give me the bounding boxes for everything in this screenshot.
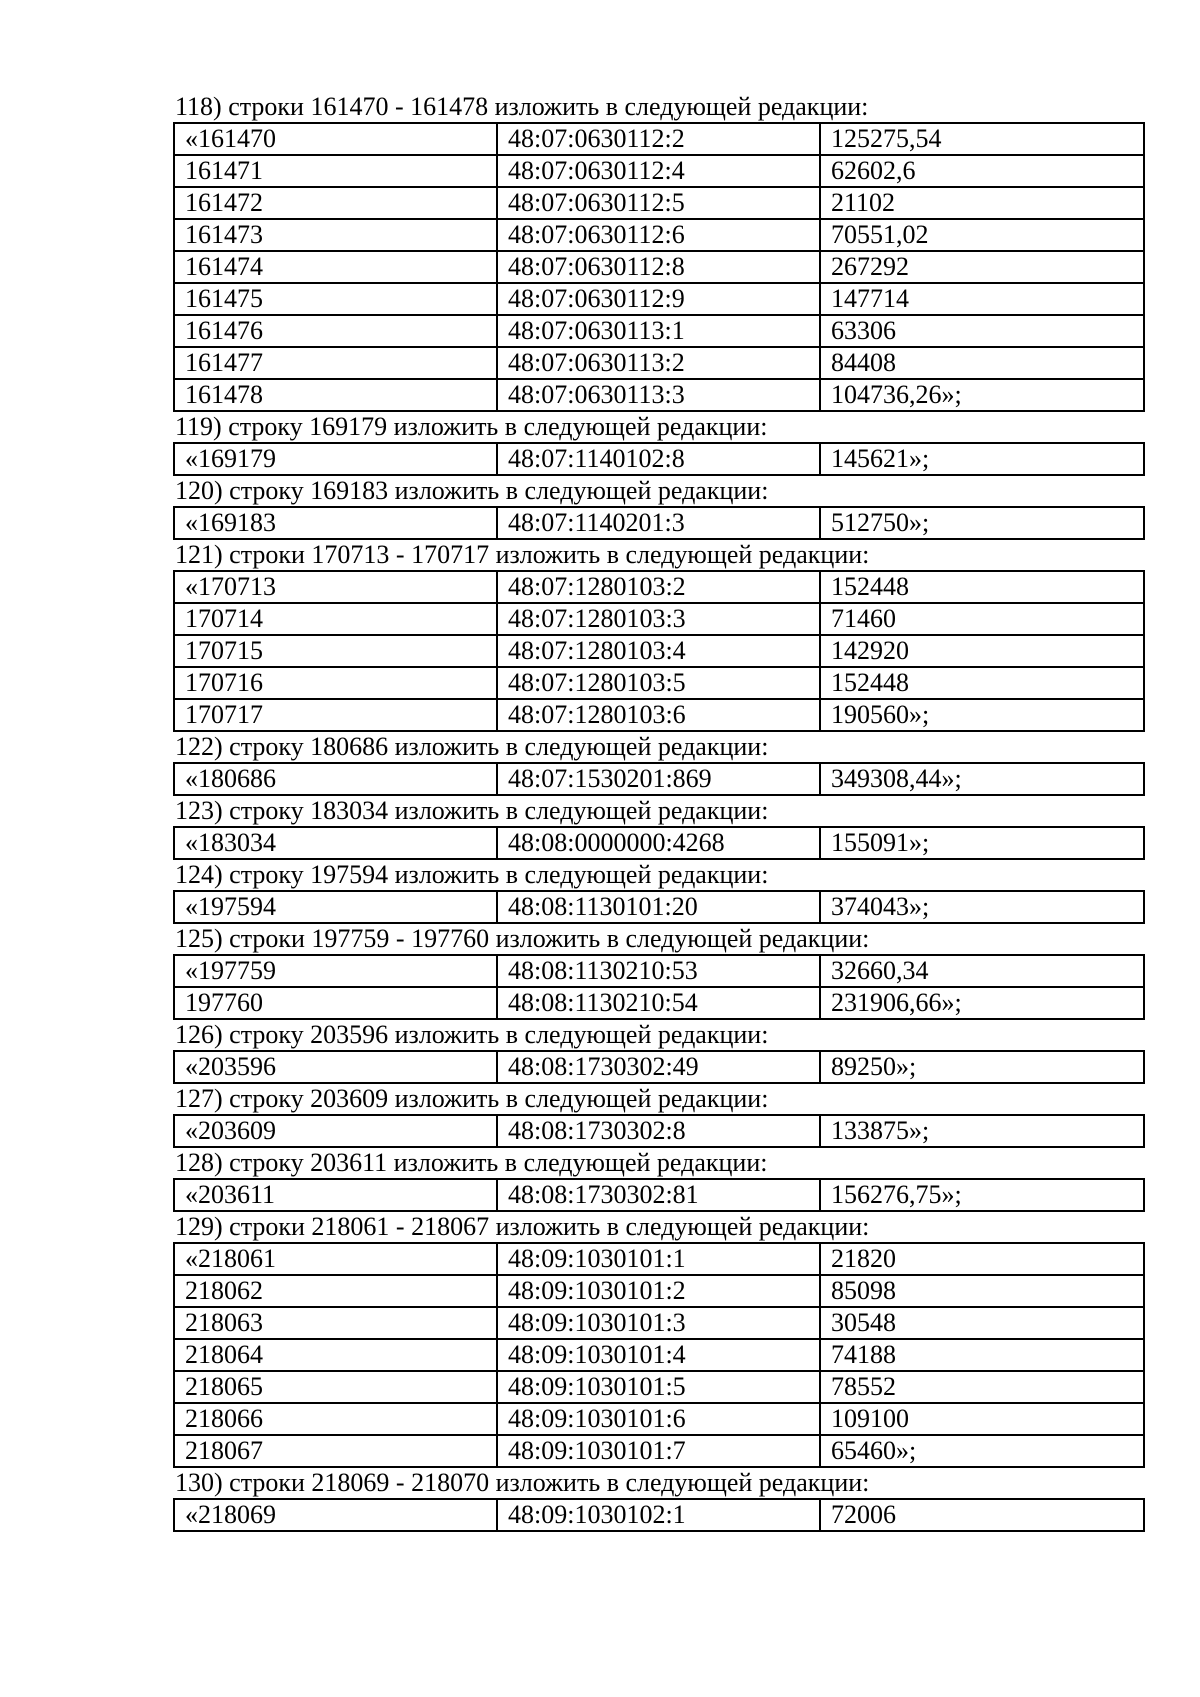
table-row	[174, 155, 1144, 187]
value-cell: 21102	[820, 187, 1144, 219]
table-row	[174, 251, 1144, 283]
table-row	[174, 827, 1144, 859]
table-row	[174, 603, 1144, 635]
table-row	[174, 315, 1144, 347]
value-cell: 349308,44»;	[820, 763, 1144, 795]
table-row	[174, 955, 1144, 987]
amendment-table	[173, 826, 1145, 860]
value-cell: 84408	[820, 347, 1144, 379]
table-row	[174, 987, 1144, 1019]
cadastral-number-cell: 48:07:1530201:869	[497, 763, 820, 795]
value-cell: 133875»;	[820, 1115, 1144, 1147]
cadastral-number-cell: 48:09:1030101:6	[497, 1403, 820, 1435]
table-row	[174, 1243, 1144, 1275]
cadastral-number-cell: 48:09:1030101:5	[497, 1371, 820, 1403]
value-cell: 32660,34	[820, 955, 1144, 987]
value-cell: 231906,66»;	[820, 987, 1144, 1019]
cadastral-number-cell: 48:07:0630112:5	[497, 187, 820, 219]
row-number-cell: «203596	[174, 1051, 497, 1083]
amendment-heading: 122) строку 180686 изложить в следующей редакции:	[175, 732, 769, 761]
amendment-heading: 120) строку 169183 изложить в следующей редакции:	[175, 476, 769, 505]
cadastral-number-cell: 48:07:0630112:2	[497, 123, 820, 155]
table-row	[174, 891, 1144, 923]
row-number-cell: 161478	[174, 379, 497, 411]
row-number-cell: 161474	[174, 251, 497, 283]
table-row	[174, 123, 1144, 155]
value-cell: 147714	[820, 283, 1144, 315]
cadastral-number-cell: 48:09:1030101:1	[497, 1243, 820, 1275]
cadastral-number-cell: 48:07:1140102:8	[497, 443, 820, 475]
row-number-cell: 218065	[174, 1371, 497, 1403]
value-cell: 30548	[820, 1307, 1144, 1339]
amendment-heading: 127) строку 203609 изложить в следующей редакции:	[175, 1084, 769, 1113]
row-number-cell: «180686	[174, 763, 497, 795]
table-row	[174, 1179, 1144, 1211]
row-number-cell: 161473	[174, 219, 497, 251]
row-number-cell: 161472	[174, 187, 497, 219]
amendment-table	[173, 1242, 1145, 1468]
value-cell: 142920	[820, 635, 1144, 667]
value-cell: 72006	[820, 1499, 1144, 1531]
value-cell: 70551,02	[820, 219, 1144, 251]
cadastral-number-cell: 48:08:1730302:81	[497, 1179, 820, 1211]
value-cell: 89250»;	[820, 1051, 1144, 1083]
row-number-cell: «218069	[174, 1499, 497, 1531]
row-number-cell: 170717	[174, 699, 497, 731]
table-row	[174, 1371, 1144, 1403]
row-number-cell: 161476	[174, 315, 497, 347]
value-cell: 145621»;	[820, 443, 1144, 475]
row-number-cell: «169179	[174, 443, 497, 475]
row-number-cell: 161471	[174, 155, 497, 187]
value-cell: 374043»;	[820, 891, 1144, 923]
cadastral-number-cell: 48:07:0630112:8	[497, 251, 820, 283]
amendment-heading: 126) строку 203596 изложить в следующей редакции:	[175, 1020, 769, 1049]
cadastral-number-cell: 48:09:1030101:4	[497, 1339, 820, 1371]
value-cell: 62602,6	[820, 155, 1144, 187]
row-number-cell: «183034	[174, 827, 497, 859]
table-row	[174, 1339, 1144, 1371]
cadastral-number-cell: 48:07:0630112:6	[497, 219, 820, 251]
value-cell: 65460»;	[820, 1435, 1144, 1467]
value-cell: 267292	[820, 251, 1144, 283]
cadastral-number-cell: 48:07:0630112:9	[497, 283, 820, 315]
amendment-table	[173, 954, 1145, 1020]
cadastral-number-cell: 48:08:1730302:8	[497, 1115, 820, 1147]
row-number-cell: «203609	[174, 1115, 497, 1147]
table-row	[174, 1403, 1144, 1435]
cadastral-number-cell: 48:08:1130101:20	[497, 891, 820, 923]
cadastral-number-cell: 48:08:0000000:4268	[497, 827, 820, 859]
row-number-cell: 218064	[174, 1339, 497, 1371]
table-row	[174, 635, 1144, 667]
table-row	[174, 283, 1144, 315]
amendment-heading: 124) строку 197594 изложить в следующей редакции:	[175, 860, 769, 889]
value-cell: 190560»;	[820, 699, 1144, 731]
row-number-cell: 218067	[174, 1435, 497, 1467]
amendment-heading: 121) строки 170713 - 170717 изложить в следующей редакции:	[175, 540, 870, 569]
cadastral-number-cell: 48:09:1030102:1	[497, 1499, 820, 1531]
table-row	[174, 763, 1144, 795]
cadastral-number-cell: 48:07:1280103:4	[497, 635, 820, 667]
row-number-cell: 170716	[174, 667, 497, 699]
row-number-cell: 218063	[174, 1307, 497, 1339]
row-number-cell: 161477	[174, 347, 497, 379]
cadastral-number-cell: 48:09:1030101:3	[497, 1307, 820, 1339]
value-cell: 152448	[820, 667, 1144, 699]
cadastral-number-cell: 48:07:0630113:3	[497, 379, 820, 411]
amendment-table	[173, 570, 1145, 732]
cadastral-number-cell: 48:09:1030101:7	[497, 1435, 820, 1467]
table-row	[174, 379, 1144, 411]
row-number-cell: 197760	[174, 987, 497, 1019]
table-row	[174, 347, 1144, 379]
value-cell: 512750»;	[820, 507, 1144, 539]
row-number-cell: 218062	[174, 1275, 497, 1307]
value-cell: 152448	[820, 571, 1144, 603]
row-number-cell: 170715	[174, 635, 497, 667]
cadastral-number-cell: 48:08:1730302:49	[497, 1051, 820, 1083]
amendment-heading: 128) строку 203611 изложить в следующей редакции:	[175, 1148, 768, 1177]
row-number-cell: «169183	[174, 507, 497, 539]
row-number-cell: «170713	[174, 571, 497, 603]
value-cell: 74188	[820, 1339, 1144, 1371]
amendment-table	[173, 122, 1145, 412]
table-row	[174, 1051, 1144, 1083]
table-row	[174, 443, 1144, 475]
table-row	[174, 667, 1144, 699]
table-row	[174, 219, 1144, 251]
amendment-heading: 123) строку 183034 изложить в следующей редакции:	[175, 796, 769, 825]
table-row	[174, 187, 1144, 219]
cadastral-number-cell: 48:07:0630112:4	[497, 155, 820, 187]
value-cell: 109100	[820, 1403, 1144, 1435]
amendment-table	[173, 442, 1145, 476]
row-number-cell: «203611	[174, 1179, 497, 1211]
value-cell: 63306	[820, 315, 1144, 347]
row-number-cell: «161470	[174, 123, 497, 155]
cadastral-number-cell: 48:07:0630113:2	[497, 347, 820, 379]
cadastral-number-cell: 48:07:1280103:3	[497, 603, 820, 635]
amendment-heading: 119) строку 169179 изложить в следующей редакции:	[175, 412, 768, 441]
amendment-table	[173, 1114, 1145, 1148]
cadastral-number-cell: 48:07:1140201:3	[497, 507, 820, 539]
cadastral-number-cell: 48:08:1130210:53	[497, 955, 820, 987]
table-row	[174, 571, 1144, 603]
table-row	[174, 1435, 1144, 1467]
row-number-cell: «197594	[174, 891, 497, 923]
amendment-table	[173, 1178, 1145, 1212]
amendment-table	[173, 1498, 1145, 1532]
row-number-cell: 161475	[174, 283, 497, 315]
row-number-cell: 218066	[174, 1403, 497, 1435]
value-cell: 78552	[820, 1371, 1144, 1403]
cadastral-number-cell: 48:07:1280103:5	[497, 667, 820, 699]
document-page	[173, 92, 1143, 1532]
value-cell: 125275,54	[820, 123, 1144, 155]
amendment-table	[173, 1050, 1145, 1084]
amendment-heading: 130) строки 218069 - 218070 изложить в следующей редакции:	[175, 1468, 870, 1497]
amendment-heading: 129) строки 218061 - 218067 изложить в следующей редакции:	[175, 1212, 870, 1241]
amendment-table	[173, 506, 1145, 540]
table-row	[174, 1275, 1144, 1307]
value-cell: 71460	[820, 603, 1144, 635]
amendment-table	[173, 762, 1145, 796]
value-cell: 85098	[820, 1275, 1144, 1307]
table-row	[174, 699, 1144, 731]
table-row	[174, 507, 1144, 539]
table-row	[174, 1307, 1144, 1339]
row-number-cell: «218061	[174, 1243, 497, 1275]
cadastral-number-cell: 48:08:1130210:54	[497, 987, 820, 1019]
table-row	[174, 1499, 1144, 1531]
amendment-table	[173, 890, 1145, 924]
value-cell: 155091»;	[820, 827, 1144, 859]
cadastral-number-cell: 48:07:1280103:2	[497, 571, 820, 603]
table-row	[174, 1115, 1144, 1147]
cadastral-number-cell: 48:07:1280103:6	[497, 699, 820, 731]
cadastral-number-cell: 48:09:1030101:2	[497, 1275, 820, 1307]
amendment-heading: 125) строки 197759 - 197760 изложить в следующей редакции:	[175, 924, 870, 953]
value-cell: 104736,26»;	[820, 379, 1144, 411]
amendment-heading: 118) строки 161470 - 161478 изложить в следующей редакции:	[175, 92, 869, 121]
value-cell: 156276,75»;	[820, 1179, 1144, 1211]
row-number-cell: «197759	[174, 955, 497, 987]
value-cell: 21820	[820, 1243, 1144, 1275]
cadastral-number-cell: 48:07:0630113:1	[497, 315, 820, 347]
row-number-cell: 170714	[174, 603, 497, 635]
